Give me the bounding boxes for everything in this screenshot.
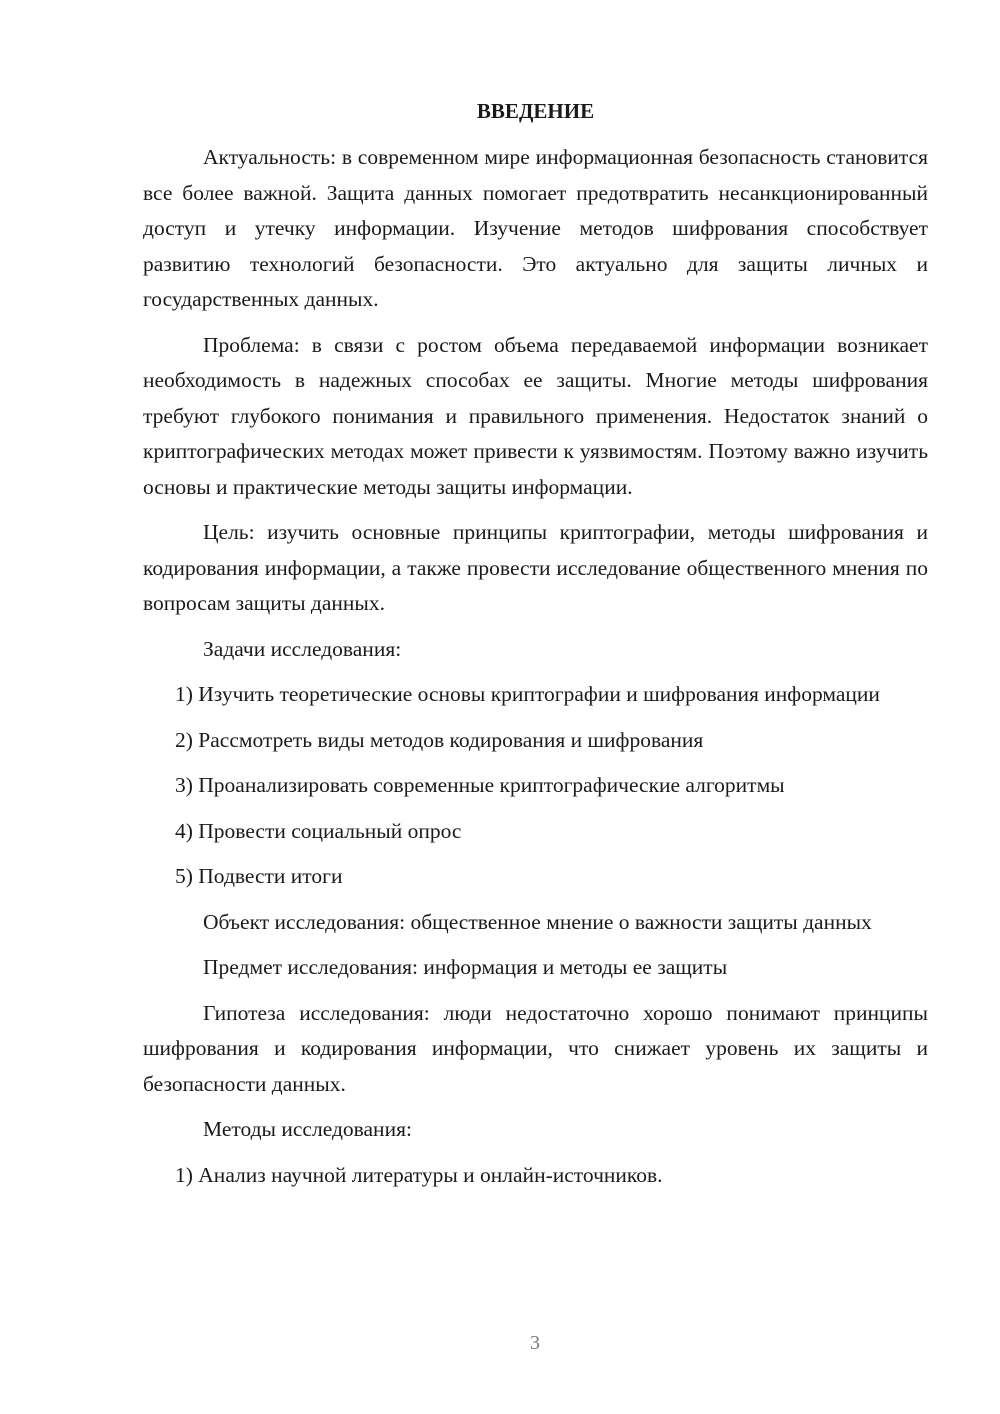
task-item: 1) Изучить теоретические основы криптографии и шифрования информации: [175, 682, 880, 706]
paragraph-problem: Проблема: в связи с ростом объема передаваемой информации возникает необходимость в надежных способах ее защиты. Многие методы шифрования требуют глубокого понимания и правильного применения. Недостаток знаний о криптографических методах может привести к уязвимостям. Поэтому важно изучить основы и практические методы защиты информации.: [143, 332, 928, 499]
method-item: 1) Анализ научной литературы и онлайн-источников.: [175, 1162, 663, 1187]
paragraph-goal: Цель: изучить основные принципы криптографии, методы шифрования и кодирования информации, а также провести исследование общественного мнения по вопросам защиты данных.: [143, 520, 928, 615]
paragraph-hypothesis: Гипотеза исследования: люди недостаточно хорошо понимают принципы шифрования и кодирования информации, что снижает уровень их защиты и безопасности данных.: [143, 1000, 928, 1096]
task-item: 2) Рассмотреть виды методов кодирования и шифрования: [175, 727, 704, 752]
paragraph-relevance: Актуальность: в современном мире информационная безопасность становится все более важной. Защита данных помогает предотвратить несанкционированный доступ и утечку информации. Изучение методов шифрования способствует развитию технологий безопасности. Это актуально для защиты личных и государственных данных.: [143, 145, 928, 311]
paragraph-object: Объект исследования: общественное мнение о важности защиты данных: [203, 909, 872, 934]
page-number: 3: [530, 1332, 540, 1354]
task-item: 4) Провести социальный опрос: [175, 818, 462, 843]
paragraph-subject: Предмет исследования: информация и методы ее защиты: [203, 955, 728, 979]
methods-heading: Методы исследования:: [203, 1117, 412, 1141]
task-item: 5) Подвести итоги: [175, 864, 343, 888]
tasks-heading: Задачи исследования:: [203, 636, 402, 661]
task-item: 3) Проанализировать современные криптографические алгоритмы: [175, 773, 785, 797]
page-content: [143, 96, 928, 1193]
section-title: ВВЕДЕНИЕ: [476, 99, 595, 123]
